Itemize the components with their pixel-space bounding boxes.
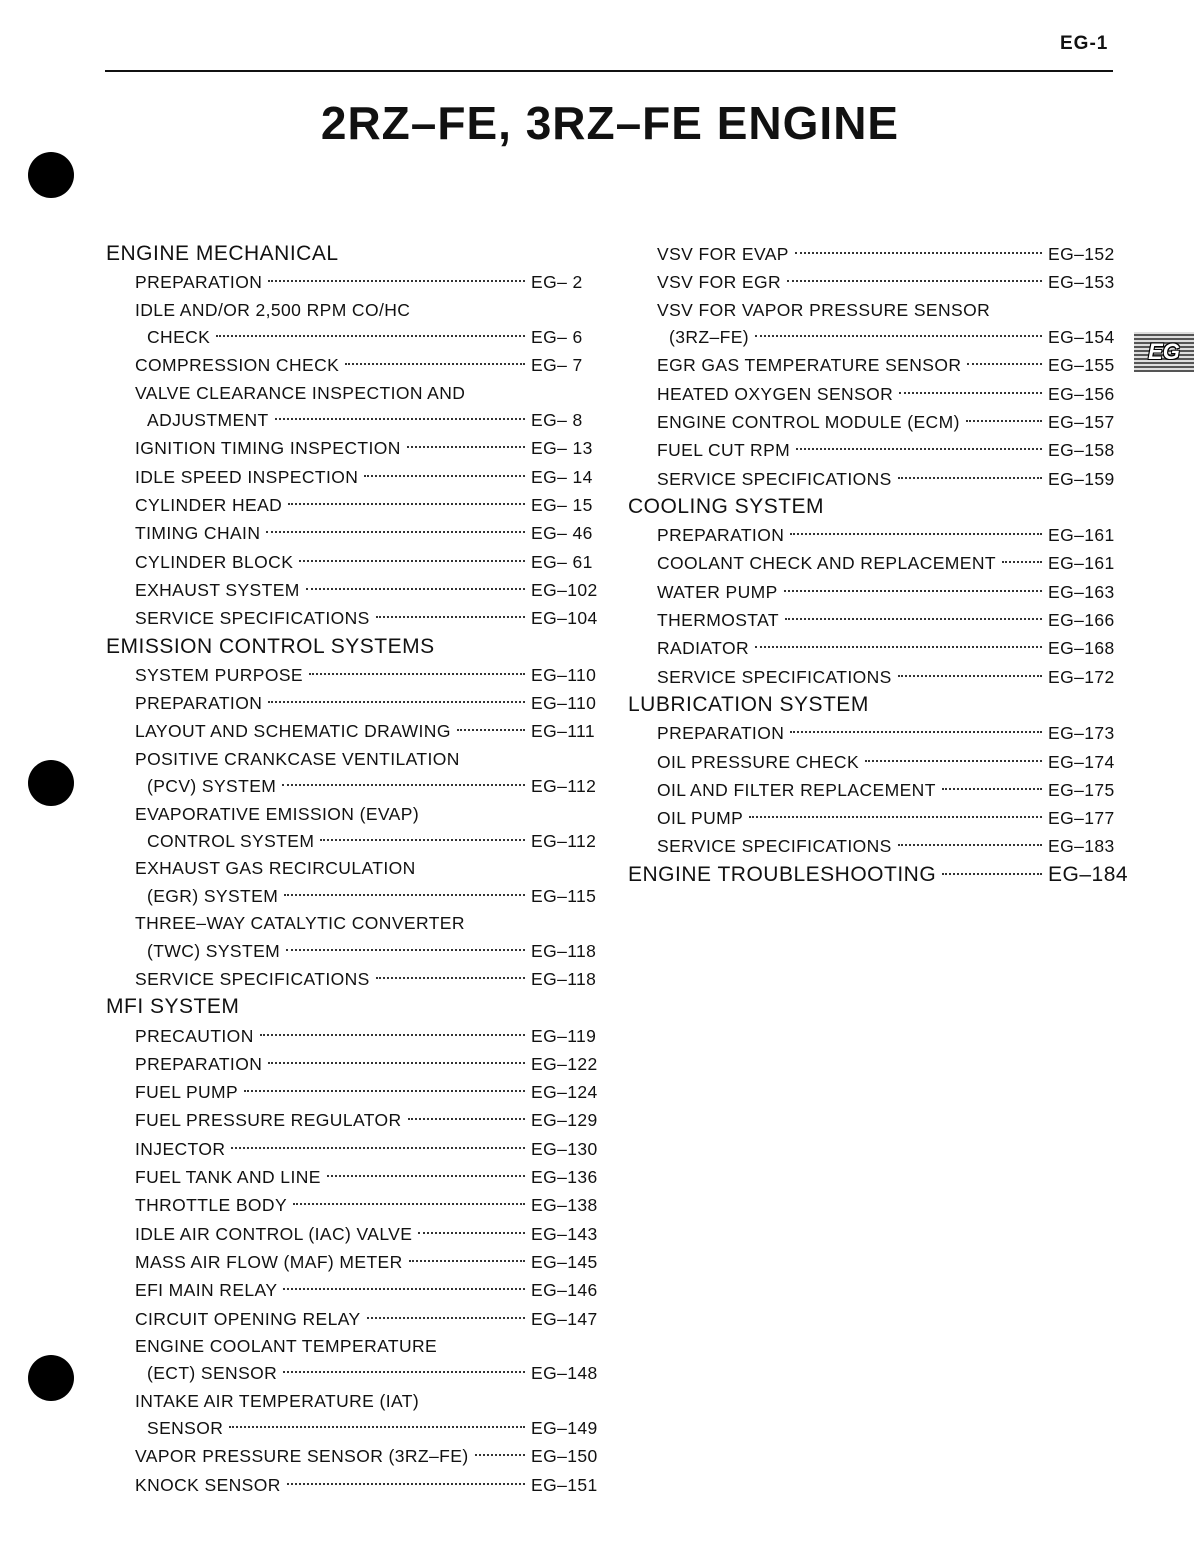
- dot-leader: [367, 1317, 525, 1319]
- dot-leader: [299, 560, 525, 562]
- toc-entry-label: EGR GAS TEMPERATURE SENSOR: [657, 355, 962, 376]
- toc-entry-label: COOLANT CHECK AND REPLACEMENT: [657, 553, 996, 574]
- toc-entry-label: CYLINDER BLOCK: [135, 551, 294, 572]
- toc-page-ref: EG–147: [531, 1308, 598, 1329]
- toc-section-heading: [628, 861, 1129, 889]
- toc-row: [135, 827, 601, 855]
- toc-page-ref: EG–161: [1048, 525, 1115, 546]
- dot-leader: [409, 1260, 525, 1262]
- toc-entry[interactable]: [106, 604, 601, 632]
- toc-page-ref: EG– 61: [531, 551, 593, 572]
- toc-entry[interactable]: [106, 1220, 601, 1248]
- toc-entry[interactable]: [106, 1191, 601, 1219]
- toc-page-ref: EG–115: [531, 885, 597, 906]
- toc-entry[interactable]: [628, 719, 1118, 747]
- toc-section-heading: EMISSION CONTROL SYSTEMS: [106, 634, 435, 658]
- toc-page-ref: EG–143: [531, 1223, 598, 1244]
- toc-row: [135, 772, 601, 800]
- toc-row: [135, 1276, 601, 1304]
- toc-entry-label: FUEL TANK AND LINE: [135, 1167, 321, 1188]
- dot-leader: [1002, 561, 1042, 563]
- toc-entry-label: VAPOR PRESSURE SENSOR (3RZ–FE): [135, 1446, 469, 1467]
- toc-row: [657, 408, 1118, 436]
- toc-entry-label: SENSOR: [147, 1418, 224, 1439]
- dot-leader: [785, 618, 1042, 620]
- toc-entry[interactable]: [106, 1276, 601, 1304]
- dot-leader: [898, 675, 1042, 677]
- dot-leader: [408, 1118, 525, 1120]
- toc-row: [135, 548, 601, 576]
- dot-leader: [898, 477, 1042, 479]
- toc-row: [135, 965, 601, 993]
- toc-entry[interactable]: [628, 663, 1118, 691]
- toc-entry-label: THERMOSTAT: [657, 610, 779, 631]
- dot-leader: [364, 475, 525, 477]
- toc-row: [135, 1305, 601, 1333]
- toc-entry-label: ENGINE TROUBLESHOOTING: [628, 862, 937, 886]
- toc-row: [657, 521, 1118, 549]
- toc-row: [657, 663, 1118, 691]
- toc-entry-line: EVAPORATIVE EMISSION (EVAP): [135, 803, 420, 824]
- toc-page-ref: EG–173: [1048, 723, 1115, 744]
- dot-leader: [790, 533, 1042, 535]
- section-tab-marker: [1134, 332, 1194, 372]
- toc-entry[interactable]: [628, 408, 1118, 436]
- dot-leader: [755, 335, 1042, 337]
- toc-page-ref: EG–151: [531, 1474, 598, 1495]
- toc-entry-label: THROTTLE BODY: [135, 1195, 288, 1216]
- toc-entry-label: COMPRESSION CHECK: [135, 355, 340, 376]
- toc-page-ref: EG–119: [531, 1025, 597, 1046]
- dot-leader: [275, 418, 525, 420]
- toc-page-ref: EG– 2: [531, 272, 583, 293]
- toc-page-ref: EG–159: [1048, 468, 1115, 489]
- toc-row: [135, 1191, 601, 1219]
- toc-page-ref: EG–150: [531, 1446, 598, 1467]
- toc-page-ref: EG–175: [1048, 779, 1115, 800]
- toc-page-ref: EG–153: [1048, 272, 1115, 293]
- toc-entry[interactable]: [628, 634, 1118, 662]
- toc-entry[interactable]: [106, 297, 601, 352]
- toc-row: [135, 351, 601, 379]
- toc-row: [657, 351, 1118, 379]
- toc-row: [135, 1442, 601, 1470]
- toc-entry[interactable]: [628, 578, 1118, 606]
- toc-row: [135, 268, 601, 296]
- toc-entry[interactable]: [628, 804, 1118, 832]
- toc-row: [657, 606, 1118, 634]
- toc-page-ref: EG–110: [531, 693, 597, 714]
- toc-entry-label: FUEL CUT RPM: [657, 440, 791, 461]
- toc-entry[interactable]: [628, 832, 1118, 860]
- toc-page-ref: EG–184: [1048, 862, 1129, 886]
- dot-leader: [268, 1062, 525, 1064]
- binder-hole-icon: [28, 760, 74, 806]
- toc-entry-label: IGNITION TIMING INSPECTION: [135, 438, 401, 459]
- toc-section-heading: LUBRICATION SYSTEM: [628, 692, 869, 716]
- toc-entry-label: SERVICE SPECIFICATIONS: [657, 836, 892, 857]
- toc-page-ref: EG–152: [1048, 244, 1115, 264]
- toc-entry[interactable]: [628, 465, 1118, 493]
- toc-entry[interactable]: [106, 1471, 601, 1499]
- toc-page-ref: EG– 6: [531, 327, 583, 348]
- section-tab-label: EG: [1148, 339, 1180, 364]
- toc-entry-label: CIRCUIT OPENING RELAY: [135, 1308, 361, 1329]
- dot-leader: [286, 949, 525, 951]
- toc-page-ref: EG–118: [531, 968, 597, 989]
- toc-row: [657, 804, 1118, 832]
- toc-page-ref: EG–112: [531, 831, 597, 852]
- dot-leader: [283, 1288, 525, 1290]
- toc-entry-label: FUEL PRESSURE REGULATOR: [135, 1110, 402, 1131]
- toc-entry-label: PREPARATION: [657, 525, 785, 546]
- dot-leader: [284, 894, 525, 896]
- toc-entry-label: PRECAUTION: [135, 1025, 254, 1046]
- toc-entry-label: MASS AIR FLOW (MAF) METER: [135, 1251, 403, 1272]
- toc-row: [657, 323, 1118, 351]
- toc-entry[interactable]: [106, 463, 601, 491]
- toc-entry-label: CYLINDER HEAD: [135, 495, 283, 516]
- toc-entry-label: SERVICE SPECIFICATIONS: [135, 608, 370, 629]
- toc-row: [135, 1248, 601, 1276]
- toc-page-ref: EG–183: [1048, 836, 1115, 857]
- toc-entry[interactable]: [628, 380, 1118, 408]
- dot-leader: [231, 1147, 525, 1149]
- dot-leader: [787, 280, 1042, 282]
- dot-leader: [942, 788, 1042, 790]
- dot-leader: [320, 839, 525, 841]
- toc-row: [657, 465, 1118, 493]
- toc-entry[interactable]: [106, 1248, 601, 1276]
- toc-entry-label: FUEL PUMP: [135, 1082, 239, 1103]
- toc-entry[interactable]: [106, 1305, 601, 1333]
- toc-entry[interactable]: [106, 1078, 601, 1106]
- toc-page-ref: EG– 15: [531, 495, 593, 516]
- toc-row: [135, 937, 601, 965]
- toc-entry-label: CONTROL SYSTEM: [147, 831, 315, 852]
- dot-leader: [327, 1175, 525, 1177]
- toc-page-ref: EG–172: [1048, 666, 1115, 687]
- toc-entry-line: POSITIVE CRANKCASE VENTILATION: [135, 748, 460, 769]
- toc-page-ref: EG–118: [531, 940, 597, 961]
- toc-page-ref: EG–154: [1048, 327, 1115, 348]
- toc-entry-label: EFI MAIN RELAY: [135, 1280, 278, 1301]
- toc-page-ref: EG– 14: [531, 466, 593, 487]
- toc-entry-line: INTAKE AIR TEMPERATURE (IAT): [135, 1390, 420, 1411]
- toc-entry[interactable]: [106, 1022, 601, 1050]
- toc-entry-label: ADJUSTMENT: [147, 410, 269, 431]
- toc-page-ref: EG–157: [1048, 411, 1115, 432]
- toc-row: [657, 776, 1118, 804]
- toc-row: [657, 549, 1118, 577]
- toc-row: [135, 1163, 601, 1191]
- toc-entry-label: VSV FOR EVAP: [657, 244, 789, 264]
- toc-entry-label: IDLE SPEED INSPECTION: [135, 466, 359, 487]
- toc-entry-label: (EGR) SYSTEM: [147, 885, 279, 906]
- toc-entry-label: HEATED OXYGEN SENSOR: [657, 383, 894, 404]
- toc-row: [135, 1471, 601, 1499]
- toc-page-ref: EG–102: [531, 579, 598, 600]
- dot-leader: [899, 392, 1042, 394]
- toc-row: [135, 1022, 601, 1050]
- toc-entry-label: (ECT) SENSOR: [147, 1363, 278, 1384]
- toc-entry[interactable]: [628, 240, 1118, 268]
- toc-row: [135, 717, 601, 745]
- dot-leader: [282, 784, 525, 786]
- toc-entry-line: IDLE AND/OR 2,500 RPM CO/HC: [135, 299, 411, 320]
- dot-leader: [418, 1232, 525, 1234]
- toc-entry[interactable]: [106, 1050, 601, 1078]
- dot-leader: [266, 531, 525, 533]
- dot-leader: [376, 616, 525, 618]
- toc-page-ref: EG– 46: [531, 523, 593, 544]
- toc-entry-line: VSV FOR VAPOR PRESSURE SENSOR: [657, 299, 991, 320]
- toc-entry-label: OIL AND FILTER REPLACEMENT: [657, 779, 936, 800]
- toc-entry[interactable]: [106, 351, 601, 379]
- dot-leader: [790, 731, 1042, 733]
- header-rule: [105, 70, 1113, 72]
- toc-entry[interactable]: [628, 549, 1118, 577]
- dot-leader: [784, 590, 1042, 592]
- toc-entry[interactable]: [106, 910, 601, 965]
- toc-page-ref: EG–129: [531, 1110, 598, 1131]
- dot-leader: [244, 1090, 525, 1092]
- toc-entry-label: IDLE AIR CONTROL (IAC) VALVE: [135, 1223, 413, 1244]
- toc-row: [135, 519, 601, 547]
- dot-leader: [966, 420, 1042, 422]
- dot-leader: [288, 503, 525, 505]
- toc-section-heading: MFI SYSTEM: [106, 995, 240, 1019]
- toc-entry[interactable]: [106, 1135, 601, 1163]
- toc-entry-label: SERVICE SPECIFICATIONS: [657, 666, 892, 687]
- toc-entry[interactable]: [106, 1106, 601, 1134]
- toc-page-ref: EG–168: [1048, 638, 1115, 659]
- toc-entry[interactable]: [106, 1163, 601, 1191]
- toc-entry[interactable]: [628, 268, 1118, 296]
- dot-leader: [755, 646, 1042, 648]
- dot-leader: [283, 1371, 525, 1373]
- toc-row: [657, 578, 1118, 606]
- toc-page-ref: EG–155: [1048, 355, 1115, 376]
- toc-page-ref: EG–112: [531, 776, 597, 797]
- toc-row: [135, 463, 601, 491]
- toc-page-ref: EG–124: [531, 1082, 598, 1103]
- dot-leader: [457, 729, 525, 731]
- toc-row: [135, 576, 601, 604]
- toc-row: [657, 748, 1118, 776]
- toc-entry-label: PREPARATION: [135, 272, 263, 293]
- dot-leader: [229, 1426, 525, 1428]
- dot-leader: [475, 1454, 525, 1456]
- toc-entry-label: PREPARATION: [135, 1053, 263, 1074]
- toc-row: [657, 436, 1118, 464]
- toc-row: [135, 406, 601, 434]
- dot-leader: [942, 873, 1042, 875]
- dot-leader: [376, 977, 525, 979]
- toc-entry[interactable]: [106, 1442, 601, 1470]
- toc-column-left: [106, 240, 601, 1499]
- page-title: 2RZ–FE, 3RZ–FE ENGINE: [320, 97, 900, 149]
- toc-page-ref: EG–145: [531, 1251, 598, 1272]
- toc-entry[interactable]: [628, 436, 1118, 464]
- toc-entry[interactable]: [106, 965, 601, 993]
- toc-entry-label: SERVICE SPECIFICATIONS: [135, 968, 370, 989]
- dot-leader: [345, 363, 525, 365]
- dot-leader: [407, 446, 525, 448]
- toc-entry-label: ENGINE CONTROL MODULE (ECM): [657, 411, 960, 432]
- binder-hole-icon: [28, 1355, 74, 1401]
- toc-entry-label: VSV FOR EGR: [657, 272, 782, 293]
- toc-page-ref: EG–122: [531, 1053, 598, 1074]
- dot-leader: [216, 335, 525, 337]
- toc-entry-line: ENGINE COOLANT TEMPERATURE: [135, 1335, 438, 1356]
- dot-leader: [865, 760, 1042, 762]
- toc-entry-line: VALVE CLEARANCE INSPECTION AND: [135, 382, 466, 403]
- toc-entry[interactable]: [106, 491, 601, 519]
- toc-entry[interactable]: [106, 1388, 601, 1443]
- toc-page-ref: EG– 7: [531, 355, 583, 376]
- toc-page-ref: EG–138: [531, 1195, 598, 1216]
- toc-entry[interactable]: [628, 776, 1118, 804]
- toc-section-heading: COOLING SYSTEM: [628, 494, 825, 518]
- toc-entry-label: (3RZ–FE): [669, 327, 750, 348]
- toc-entry-line: EXHAUST GAS RECIRCULATION: [135, 858, 416, 879]
- toc-entry-label: EXHAUST SYSTEM: [135, 579, 300, 600]
- toc-entry[interactable]: [106, 746, 601, 801]
- toc-row: [135, 1135, 601, 1163]
- toc-row: [657, 380, 1118, 408]
- toc-page-ref: EG–148: [531, 1363, 598, 1384]
- toc-entry-label: TIMING CHAIN: [135, 523, 261, 544]
- toc-entry-label: (PCV) SYSTEM: [147, 776, 277, 797]
- toc-row: [135, 1078, 601, 1106]
- toc-page-ref: EG–166: [1048, 610, 1115, 631]
- toc-page-ref: EG–161: [1048, 553, 1115, 574]
- toc-entry[interactable]: [106, 519, 601, 547]
- toc-row: [657, 832, 1118, 860]
- toc-entry-label: OIL PRESSURE CHECK: [657, 751, 860, 772]
- toc-row: [135, 1220, 601, 1248]
- toc-entry-label: WATER PUMP: [657, 581, 778, 602]
- dot-leader: [306, 588, 525, 590]
- toc-entry[interactable]: [106, 576, 601, 604]
- toc-row: [657, 268, 1118, 296]
- toc-entry-label: RADIATOR: [657, 638, 750, 659]
- toc-row: [135, 1050, 601, 1078]
- toc-row: [135, 1414, 601, 1442]
- toc-column-right: [628, 240, 1129, 889]
- binder-hole-icon: [28, 152, 74, 198]
- dot-leader: [293, 1203, 525, 1205]
- toc-page-ref: EG–111: [531, 721, 596, 742]
- toc-entry[interactable]: [106, 661, 601, 689]
- toc-page-ref: EG–149: [531, 1418, 598, 1439]
- toc-row: [135, 434, 601, 462]
- toc-row: [657, 240, 1118, 268]
- toc-entry[interactable]: [106, 434, 601, 462]
- toc-row: [657, 719, 1118, 747]
- toc-page-ref: EG–174: [1048, 751, 1115, 772]
- toc-entry[interactable]: [106, 855, 601, 910]
- page-code: EG-1: [1060, 33, 1109, 54]
- toc-entry[interactable]: [106, 801, 601, 856]
- toc-entry[interactable]: [106, 268, 601, 296]
- toc-row: [135, 323, 601, 351]
- dot-leader: [287, 1483, 525, 1485]
- toc-row: [135, 689, 601, 717]
- toc-page-ref: EG–158: [1048, 440, 1115, 461]
- toc-entry-label: (TWC) SYSTEM: [147, 940, 281, 961]
- dot-leader: [795, 252, 1042, 254]
- toc-page-ref: EG–110: [531, 664, 597, 685]
- toc-entry-label: SYSTEM PURPOSE: [135, 664, 303, 685]
- toc-entry-label: LAYOUT AND SCHEMATIC DRAWING: [135, 721, 451, 742]
- toc-entry-line: THREE–WAY CATALYTIC CONVERTER: [135, 913, 465, 934]
- toc-entry[interactable]: [628, 521, 1118, 549]
- toc-page-ref: EG–104: [531, 608, 598, 629]
- toc-entry[interactable]: [106, 689, 601, 717]
- toc-page-ref: EG–156: [1048, 383, 1115, 404]
- toc-page-ref: EG– 13: [531, 438, 593, 459]
- toc-entry-label: SERVICE SPECIFICATIONS: [657, 468, 892, 489]
- dot-leader: [260, 1034, 525, 1036]
- dot-leader: [898, 844, 1042, 846]
- dot-leader: [268, 280, 525, 282]
- toc-entry[interactable]: [106, 548, 601, 576]
- toc-row: [657, 634, 1118, 662]
- dot-leader: [309, 673, 525, 675]
- toc-row: [135, 1106, 601, 1134]
- toc-entry[interactable]: [106, 1333, 601, 1388]
- toc-page-ref: EG–130: [531, 1138, 598, 1159]
- toc-row: [135, 1359, 601, 1387]
- toc-row: [135, 661, 601, 689]
- toc-entry[interactable]: [628, 748, 1118, 776]
- toc-page-ref: EG– 8: [531, 410, 583, 431]
- toc-page-ref: EG–163: [1048, 581, 1115, 602]
- toc-entry[interactable]: [106, 717, 601, 745]
- dot-leader: [749, 816, 1042, 818]
- toc-entry[interactable]: [628, 606, 1118, 634]
- toc-entry[interactable]: [106, 380, 601, 435]
- toc-page-ref: EG–177: [1048, 808, 1115, 829]
- toc-page-ref: EG–146: [531, 1280, 598, 1301]
- toc-page-ref: EG–136: [531, 1167, 598, 1188]
- toc-entry-label: INJECTOR: [135, 1138, 226, 1159]
- toc-entry-label: CHECK: [147, 327, 211, 348]
- toc-entry-label: OIL PUMP: [657, 808, 744, 829]
- toc-entry-label: KNOCK SENSOR: [135, 1474, 281, 1495]
- dot-leader: [967, 363, 1042, 365]
- toc-entry[interactable]: [628, 297, 1118, 352]
- dot-leader: [796, 448, 1042, 450]
- toc-entry[interactable]: [628, 351, 1118, 379]
- toc-entry-label: PREPARATION: [135, 693, 263, 714]
- toc-entry-label: PREPARATION: [657, 723, 785, 744]
- toc-row: [135, 491, 601, 519]
- toc-section-heading: ENGINE MECHANICAL: [106, 242, 339, 265]
- toc-row: [135, 882, 601, 910]
- dot-leader: [268, 701, 525, 703]
- toc-row: [135, 604, 601, 632]
